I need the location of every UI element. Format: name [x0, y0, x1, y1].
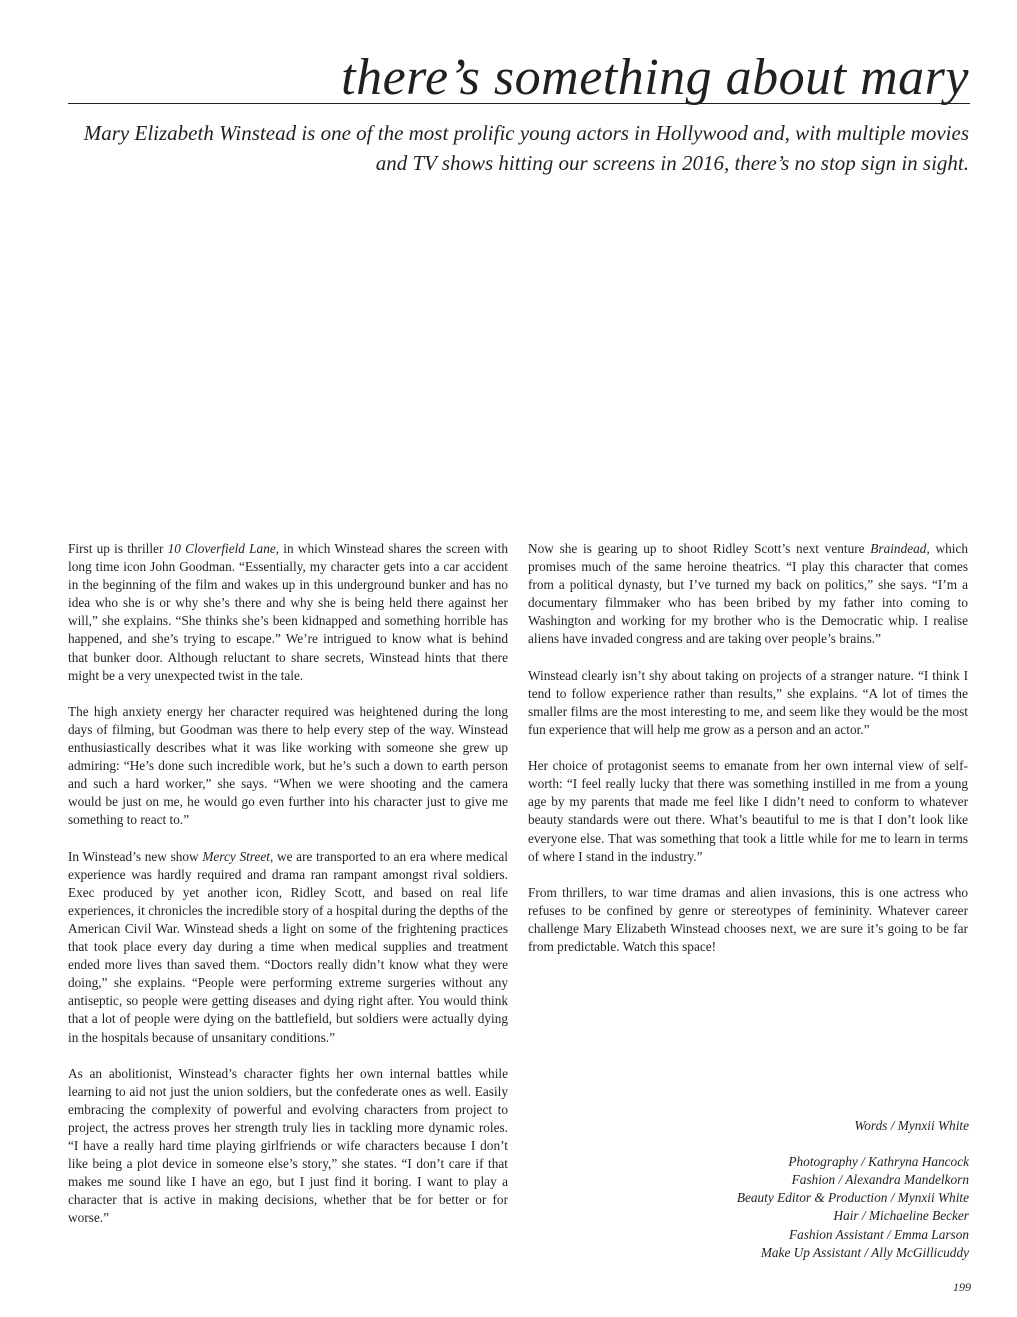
paragraph-text: First up is thriller: [68, 541, 168, 556]
paragraph-right-1: [528, 540, 968, 649]
paragraph-text: , in which Winstead shares the screen with long time icon John Goodman. “Essentially, my character gets into a car accident in the beginning of the film and wakes up in this underground bunker and has no idea who she is or why she’s there and why she is being held there against her will,” she explains. “She thinks she’s been kidnapped and something horrible has happened, and she’s trying to escape.” We’re intrigued to know what is behind that bunker door. Although reluctant to share secrets, Winstead hints that there might be a very unexpected twist in the tale.: [68, 541, 508, 683]
credit-words: Words / Mynxii White: [854, 1118, 969, 1133]
credit-fashion: Fashion / Alexandra Mandelkorn: [791, 1172, 969, 1188]
paragraph-left-3: [68, 848, 508, 1047]
film-title: 10 Cloverfield Lane: [167, 541, 276, 556]
paragraph-right-3: Her choice of protagonist seems to emanate from her own internal view of self-worth: “I feel really lucky that there was something instilled in me from a young age by my parents that made me feel like I didn’t need to conform to whatever beauty standards were out there. What’s beautiful to me is that I don’t look like everyone else. That was something that took a little while for me to learn in terms of where I stand in the industry.”: [528, 758, 968, 864]
paragraph-text: , we are transported to an era where medical experience was hardly required and drama ran rampant amongst rival soldiers. Exec produced by yet another icon, Ridley Scott, and based on real life experiences, it chronicles the incredible story of a hospital during the depths of the American Civil War. Winstead sheds a light on some of the frightening practices that took place every day during a time when medical supplies and treatment ended more lives than saved them. “Doctors really didn’t know what they were doing,” she explains. “People were performing extreme surgeries without any antiseptic, so people were getting diseases and dying right after. You would think that a lot of people were dying on the battlefield, but soldiers were actually dying in the hospitals because of unsanitary conditions.”: [68, 848, 508, 1045]
paragraph-left-1: [68, 540, 508, 685]
article-standfirst: Mary Elizabeth Winstead is one of the most prolific young actors in Hollywood and, with multiple movies and TV shows hitting our screens in 2016, there’s no stop sign in sight.: [83, 121, 969, 175]
credit-beauty: Beauty Editor & Production / Mynxii White: [736, 1190, 969, 1206]
credit-makeup-assistant: Make Up Assistant / Ally McGillicuddy: [760, 1244, 969, 1260]
paragraph-text: , which promises much of the same heroine theatrics. “I play this character that comes from a political dynasty, but I’ve turned my back on politics,” she says. “I’m a documentary filmmaker who has been bribed by my father into coming to Washington and working for my brother who is the Democratic whip. I realise aliens have invaded congress and are taking over people’s brains.”: [528, 541, 968, 647]
paragraph-left-4: As an abolitionist, Winstead’s character fights her own internal battles while learning to aid not just the union soldiers, but the confederate ones as well. Easily embracing the complexity of powerful and evolving characters from project to project, the actress proves her strength truly lies in tackling more dynamic roles. “I have a really hard time playing girlfriends or wife characters because I don’t like being a plot device in someone else’s story,” she states. “I don’t care if that makes me sound like I have an ego, but I just find it boring. I want to play a character that is active in making decisions, whether that be for better or for worse.”: [68, 1065, 508, 1226]
credits-block: [737, 1117, 969, 1262]
paragraph-right-2: Winstead clearly isn’t shy about taking on projects of a stranger nature. “I think I tend to follow experience rather than results,” she explains. “A lot of times the smaller films are the most interesting to me, and seem like they would be the most fun experience that will help me grow as a person and an actor.”: [528, 667, 968, 737]
article-title: there’s something about mary: [341, 49, 969, 106]
paragraph-text: In Winstead’s new show: [68, 848, 203, 864]
title-rule: [68, 103, 970, 104]
film-title: Braindead: [870, 541, 927, 556]
left-column: [68, 540, 508, 1246]
page-number: 199: [953, 1280, 971, 1294]
paragraph-text: Now she is gearing up to shoot Ridley Scott’s next venture: [528, 541, 871, 556]
credit-photography: Photography / Kathryna Hancock: [788, 1154, 969, 1170]
right-column: [528, 540, 968, 974]
credit-fashion-assistant: Fashion Assistant / Emma Larson: [788, 1226, 969, 1242]
credit-hair: Hair / Michaeline Becker: [833, 1208, 969, 1224]
paragraph-right-4: From thrillers, to war time dramas and alien invasions, this is one actress who refuses to be confined by genre or stereotypes of femininity. Whatever career challenge Mary Elizabeth Winstead chooses next, we are sure it’s going to be far from predictable. Watch this space!: [528, 884, 968, 955]
show-title: Mercy Street: [202, 848, 270, 864]
paragraph-left-2: The high anxiety energy her character required was heightened during the long days of filming, but Goodman was there to help every step of the way. Winstead enthusiastically describes what it was like working with someone she grew up admiring: “He’s done such incredible work, but he’s such a down to earth person and such a hard worker,” she says. “When we were shooting and the camera would be just on me, he would go even further into his character just to give me something to react to.”: [68, 703, 508, 828]
